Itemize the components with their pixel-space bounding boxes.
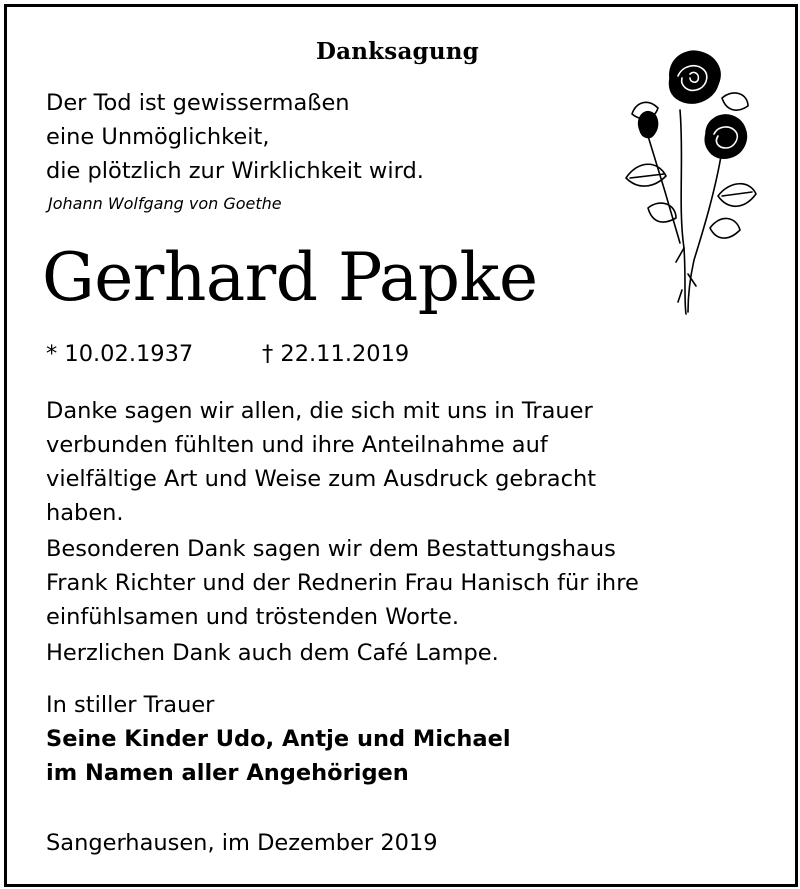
mourners-line: im Namen aller Angehörigen: [46, 760, 409, 786]
quote-line: Der Tod ist gewissermaßen: [46, 90, 350, 116]
message-line: Herzlichen Dank auch dem Café Lampe.: [46, 640, 499, 666]
message-line: einfühlsamen und tröstenden Worte.: [46, 604, 459, 630]
deceased-name: Gerhard Papke: [42, 239, 538, 316]
death-date: † 22.11.2019: [262, 341, 410, 367]
quote-line: die plötzlich zur Wirklichkeit wird.: [46, 158, 424, 184]
message-line: vielfältige Art und Weise zum Ausdruck gebracht: [46, 466, 597, 492]
quote-author: Johann Wolfgang von Goethe: [48, 194, 282, 213]
mourners-line: Seine Kinder Udo, Antje und Michael: [46, 726, 511, 752]
rose-illustration-icon: [618, 38, 758, 318]
signature-intro: In stiller Trauer: [46, 692, 215, 718]
heading: Danksagung: [316, 38, 479, 65]
message-line: haben.: [46, 500, 124, 526]
message-line: Besonderen Dank sagen wir dem Bestattungshaus: [46, 536, 616, 562]
quote-line: eine Unmöglichkeit,: [46, 124, 270, 150]
message-line: Frank Richter und der Rednerin Frau Hanisch für ihre: [46, 570, 639, 596]
message-line: verbunden fühlten und ihre Anteilnahme auf: [46, 432, 548, 458]
birth-date: * 10.02.1937: [46, 341, 194, 367]
message-line: Danke sagen wir allen, die sich mit uns in Trauer: [46, 398, 593, 424]
place-date: Sangerhausen, im Dezember 2019: [46, 830, 438, 856]
